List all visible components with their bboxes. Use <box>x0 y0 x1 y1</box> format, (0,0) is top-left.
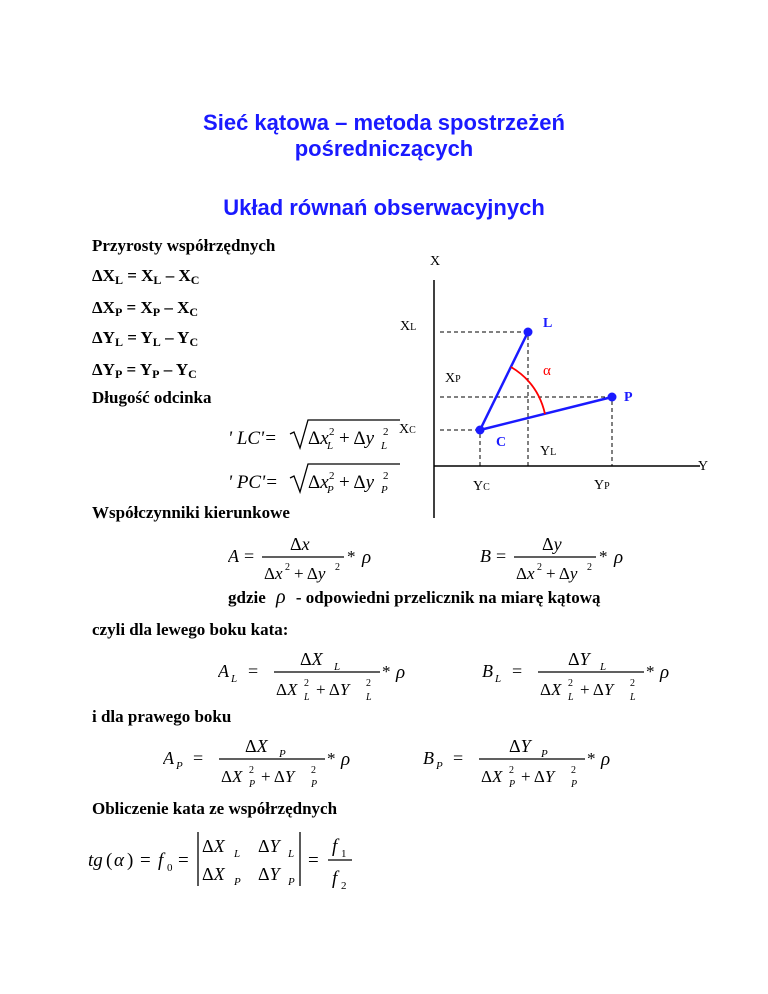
label-yc: YC <box>473 479 490 494</box>
svg-text:Δx: Δx <box>264 564 283 583</box>
svg-text:B: B <box>482 661 493 681</box>
svg-text:ΔX: ΔX <box>221 767 243 786</box>
svg-text:*: * <box>347 547 356 566</box>
svg-text:=: = <box>308 850 319 871</box>
svg-text:1: 1 <box>341 848 347 860</box>
svg-text:P: P <box>541 748 548 760</box>
heading-increments: Przyrosty współrzędnych <box>92 236 276 255</box>
formula-pc <box>228 460 403 503</box>
side-cl-line <box>480 332 528 430</box>
svg-text:L: L <box>630 692 636 703</box>
svg-text:=: = <box>140 850 151 871</box>
heading-left-side: czyli dla lewego boku kata: <box>92 620 289 639</box>
svg-text:' LC'=: ' LC'= <box>228 428 277 449</box>
where-prefix: gdzie <box>228 588 266 607</box>
formula-al <box>218 645 428 708</box>
svg-text:L: L <box>366 692 372 703</box>
svg-text:ΔX: ΔX <box>202 864 225 884</box>
svg-text:ΔX: ΔX <box>245 736 268 756</box>
svg-text:2: 2 <box>366 678 371 689</box>
svg-text:A: A <box>218 661 229 681</box>
svg-text:2: 2 <box>537 562 542 573</box>
svg-text:+ Δy: + Δy <box>546 564 578 583</box>
axis-label-y: Y <box>698 459 709 474</box>
formula-pc-svg <box>228 460 403 498</box>
svg-text:L: L <box>495 673 502 685</box>
svg-text:P: P <box>279 748 286 760</box>
svg-text:P: P <box>234 876 241 888</box>
svg-text:+ ΔY: + ΔY <box>316 680 350 699</box>
svg-text:=: = <box>178 850 189 871</box>
formula-tg <box>88 826 388 901</box>
svg-text:ΔX: ΔX <box>300 649 323 669</box>
svg-text:ρ: ρ <box>396 662 406 683</box>
svg-text:L: L <box>334 661 341 673</box>
svg-text:+ Δy: + Δy <box>339 472 375 493</box>
axis-label-x: X <box>430 254 441 269</box>
svg-text:+ ΔY: + ΔY <box>261 767 295 786</box>
svg-text:L: L <box>234 848 241 860</box>
svg-text:Δx: Δx <box>308 428 329 449</box>
svg-text:P: P <box>327 484 334 496</box>
coordinate-diagram <box>380 240 720 530</box>
svg-text:f: f <box>332 836 338 857</box>
svg-text:ΔX: ΔX <box>481 767 503 786</box>
point-c-marker <box>476 426 485 435</box>
point-c-label: C <box>496 435 507 450</box>
svg-text:ΔX: ΔX <box>202 836 225 856</box>
svg-text:Δx: Δx <box>290 534 310 554</box>
svg-text:L: L <box>600 661 607 673</box>
svg-text:2: 2 <box>587 562 592 573</box>
svg-text:+ ΔY: + ΔY <box>580 680 614 699</box>
svg-text:=: = <box>496 546 507 566</box>
svg-text:=: = <box>453 748 464 768</box>
svg-text:L: L <box>288 848 295 860</box>
svg-text:+ ΔY: + ΔY <box>521 767 555 786</box>
svg-text:L: L <box>231 673 238 685</box>
svg-text:=: = <box>244 546 255 566</box>
svg-text:P: P <box>509 779 516 790</box>
svg-text:2: 2 <box>341 880 347 892</box>
formula-b-svg <box>480 532 660 588</box>
where-line <box>228 586 600 609</box>
svg-text:A: A <box>163 748 174 768</box>
title-line-2: pośredniczących <box>294 136 474 161</box>
formula-ap <box>163 732 373 795</box>
svg-text:ρ: ρ <box>614 547 624 568</box>
label-yp: YP <box>594 478 610 493</box>
svg-text:ΔY: ΔY <box>509 736 531 756</box>
svg-text:Δy: Δy <box>542 534 562 554</box>
svg-text:2: 2 <box>630 678 635 689</box>
increment-equation: $\Delta Y_L = Y_L - Y_C$ <box>92 328 199 349</box>
svg-text:*: * <box>382 662 391 681</box>
svg-text:+ Δy: + Δy <box>294 564 326 583</box>
where-suffix: - odpowiedni przelicznik na miarę kątową <box>295 588 601 607</box>
formula-a <box>228 532 408 593</box>
heading-right-side: i dla prawego boku <box>92 707 232 726</box>
svg-text:=: = <box>248 661 259 681</box>
formula-lc <box>228 416 403 459</box>
svg-text:2: 2 <box>383 426 389 438</box>
formula-bp-svg <box>423 732 633 790</box>
svg-text:Δx: Δx <box>308 472 329 493</box>
formula-ap-svg <box>163 732 373 790</box>
svg-text:2: 2 <box>311 765 316 776</box>
svg-text:2: 2 <box>383 470 389 482</box>
svg-text:f: f <box>332 868 338 889</box>
formula-bl <box>482 645 692 708</box>
svg-text:ΔY: ΔY <box>258 864 280 884</box>
svg-text:+ Δy: + Δy <box>339 428 375 449</box>
label-xl: XL <box>400 319 417 334</box>
point-l-marker <box>524 328 533 337</box>
svg-text:2: 2 <box>249 765 254 776</box>
svg-text:tg: tg <box>88 850 103 871</box>
svg-text:P: P <box>311 779 318 790</box>
where-symbol: ρ <box>276 586 286 608</box>
heading-length: Długość odcinka <box>92 388 212 407</box>
svg-text:2: 2 <box>509 765 514 776</box>
svg-text:P: P <box>436 760 443 772</box>
svg-text:2: 2 <box>329 426 335 438</box>
svg-text:ρ: ρ <box>660 662 670 683</box>
svg-text:L: L <box>381 440 388 452</box>
svg-text:' PC'=: ' PC'= <box>228 472 278 493</box>
svg-text:2: 2 <box>329 470 335 482</box>
svg-text:P: P <box>288 876 295 888</box>
svg-text:ΔY: ΔY <box>258 836 280 856</box>
point-p-label: P <box>624 390 633 405</box>
heading-angle: Obliczenie kata ze współrzędnych <box>92 799 338 818</box>
svg-text:2: 2 <box>335 562 340 573</box>
svg-text:P: P <box>176 760 183 772</box>
svg-text:L: L <box>568 692 574 703</box>
label-yl: YL <box>540 444 557 459</box>
svg-text:P: P <box>571 779 578 790</box>
svg-text:(: ( <box>106 850 113 871</box>
svg-text:L: L <box>327 440 334 452</box>
svg-text:*: * <box>599 547 608 566</box>
svg-text:2: 2 <box>571 765 576 776</box>
svg-text:2: 2 <box>568 678 573 689</box>
svg-text:2: 2 <box>304 678 309 689</box>
formula-bp <box>423 732 633 795</box>
svg-text:ΔX: ΔX <box>540 680 562 699</box>
label-xc: XC <box>399 422 416 437</box>
formula-b <box>480 532 660 593</box>
side-cp-line <box>480 397 612 430</box>
svg-text:α: α <box>114 850 124 871</box>
svg-text:A: A <box>228 546 239 566</box>
increment-equation: $\Delta Y_P = Y_P - Y_C$ <box>92 360 197 381</box>
label-xp: XP <box>445 371 461 386</box>
svg-text:f: f <box>158 850 164 871</box>
svg-text:=: = <box>193 748 204 768</box>
formula-a-svg <box>228 532 408 588</box>
increment-equation: $\Delta X_P = X_P - X_C$ <box>92 298 199 319</box>
alpha-label: α <box>543 363 551 379</box>
svg-text:*: * <box>327 749 336 768</box>
formula-lc-svg <box>228 416 403 454</box>
svg-text:ρ: ρ <box>362 547 372 568</box>
svg-text:Δx: Δx <box>516 564 535 583</box>
svg-text:2: 2 <box>285 562 290 573</box>
svg-text:B: B <box>423 748 434 768</box>
point-l-label: L <box>543 316 553 331</box>
svg-text:*: * <box>587 749 596 768</box>
formula-al-svg <box>218 645 428 703</box>
svg-text:): ) <box>127 850 134 871</box>
point-p-marker <box>608 393 617 402</box>
guide-lines <box>440 332 612 466</box>
svg-text:=: = <box>512 661 523 681</box>
svg-text:B: B <box>480 546 491 566</box>
svg-text:ΔX: ΔX <box>276 680 298 699</box>
svg-text:ρ: ρ <box>341 749 351 770</box>
svg-text:P: P <box>381 484 388 496</box>
svg-text:ρ: ρ <box>601 749 611 770</box>
increment-equation: $\Delta X_L = X_L - X_C$ <box>92 266 200 287</box>
formula-bl-svg <box>482 645 692 703</box>
title-line-1: Sieć kątowa – metoda spostrzeżeń <box>203 110 565 135</box>
svg-text:L: L <box>304 692 310 703</box>
svg-text:ΔY: ΔY <box>568 649 590 669</box>
subtitle: Układ równań obserwacyjnych <box>223 195 545 220</box>
formula-tg-svg <box>88 826 388 896</box>
heading-coeffs: Współczynniki kierunkowe <box>92 503 290 522</box>
svg-text:*: * <box>646 662 655 681</box>
svg-text:P: P <box>249 779 256 790</box>
svg-text:0: 0 <box>167 862 173 874</box>
